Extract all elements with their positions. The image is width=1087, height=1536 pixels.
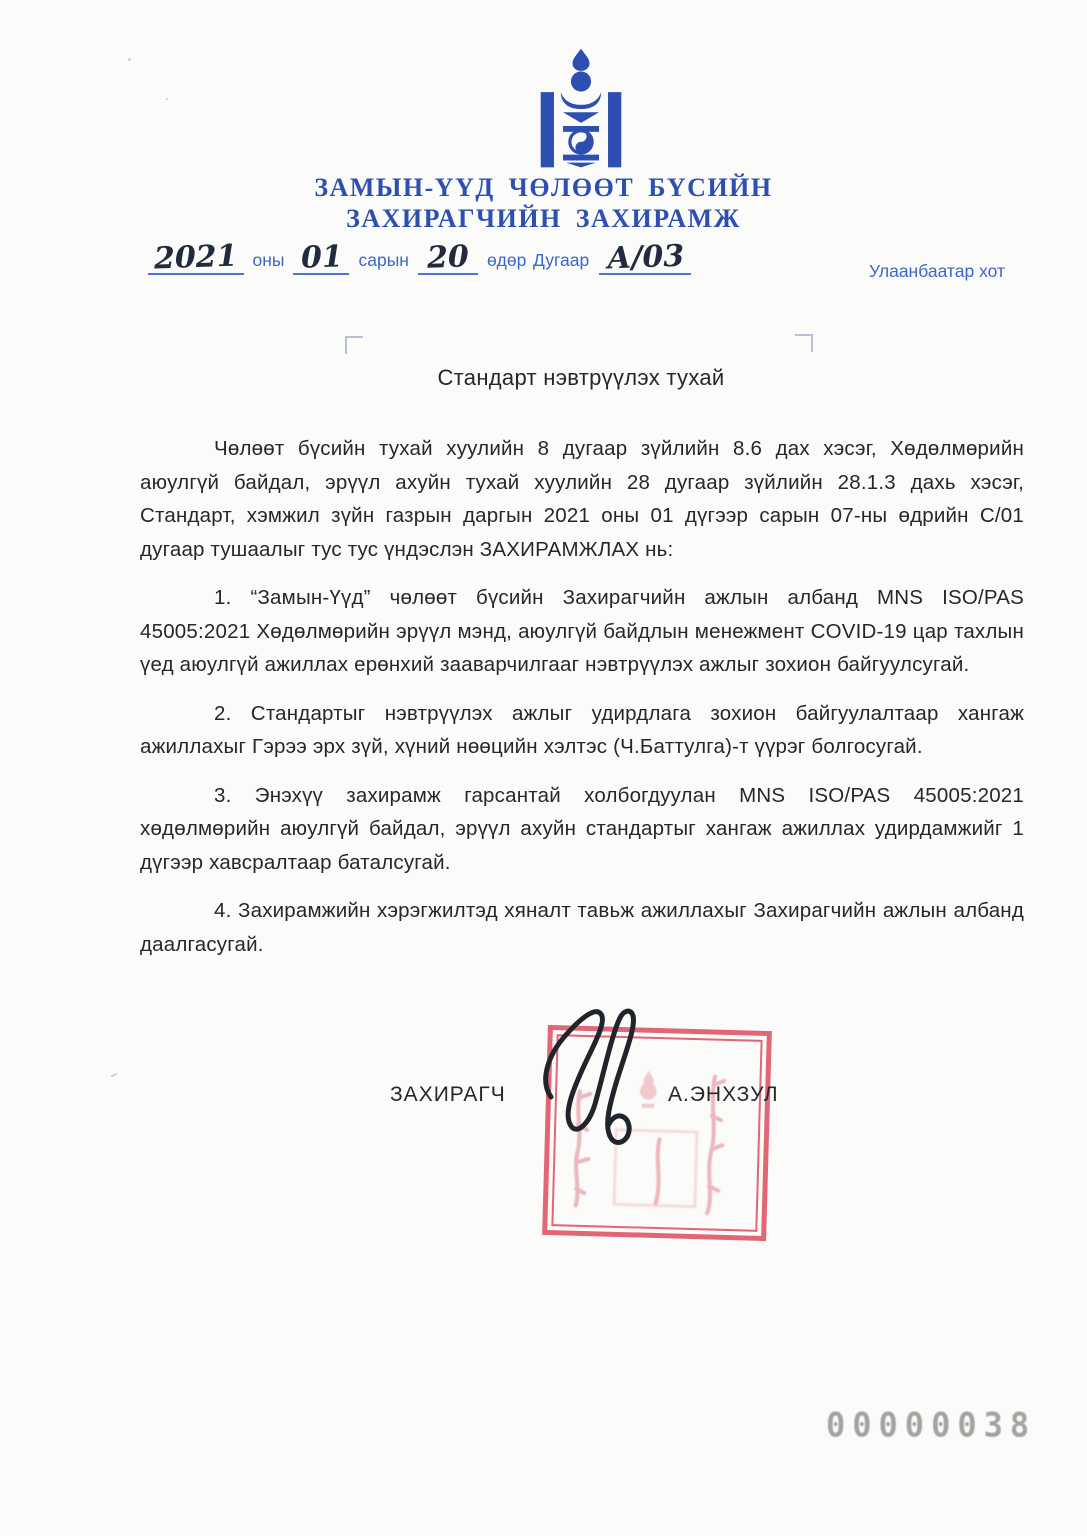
org-title-line2: ЗАХИРАГЧИЙН ЗАХИРАМЖ [346,204,741,233]
order-item-4: 4. Захирамжийн хэрэгжилтэд хяналт тавьж ажиллахыг Захирагчийн ажлын албанд даалгасугай. [140,899,1024,956]
serial-number-stamp: 00000038 [826,1405,1037,1445]
handwritten-signature [537,1002,645,1152]
soyombo-emblem-icon [528,48,634,168]
crop-mark-right [795,334,813,352]
org-title-line1: ЗАМЫН-ҮҮД ЧӨЛӨӨТ БҮСИЙН [314,173,773,202]
paper-speck [110,1072,118,1078]
day-field [418,239,478,276]
city-label: Улаанбаатар хот [868,261,1005,281]
order-item-1: 1. “Замын-Үүд” чөлөөт бүсийн Захирагчийн ажлын албанд MNS ISO/PAS 45005:2021 Хөдөлмөрийн эрүүл мэнд, аюулгүй байдлын менежмент COVID-19 цар тахлын үед аюулгүй ажиллах ерөнхий зааварчилгааг нэвтрүүлэх ажлыг зохион байгуулсугай. [140,586,1024,676]
handwritten-year: 2021 [153,238,239,277]
paper-speck [166,98,168,100]
month-field [293,239,349,276]
month-label: сарын [358,250,409,270]
signer-name-label: А.ЭНХЗУЛ [668,1083,779,1106]
date-line [148,238,527,277]
document-body [140,432,1024,976]
order-item-2: 2. Стандартыг нэвтрүүлэх ажлыг удирдлага зохион байгуулалтаар хангаж ажиллахыг Гэрээ эрх зүй, хүний нөөцийн хэлтэс (Ч.Баттулга)-т үүрэг болгосугай. [140,701,1024,758]
meta-row [0,238,1087,289]
doc-number-label: Дугаар [533,250,590,270]
preamble-paragraph: Чөлөөт бүсийн тухай хуулийн 8 дугаар зүйлийн 8.6 дах хэсэг, Хөдөлмөрийн аюулгүй байдал, эрүүл ахуйн тухай хуулийн 28 дугаар зүйлийн 28.1.3 дахь хэсэг, Стандарт, хэмжил зүйн газрын даргын 2021 оны 01 дүгээр сарын 07-ны өдрийн С/01 дугаар тушаалыг тус тус үндэслэн ЗАХИРАМЖЛАХ нь: [140,437,1024,561]
year-label: оны [252,250,285,270]
day-label: өдөр [486,250,527,270]
handwritten-day: 20 [426,239,470,276]
signer-role-label: ЗАХИРАГЧ [390,1083,506,1106]
year-field [148,238,244,277]
order-item-3: 3. Энэхүү захирамж гарсантай холбогдуулан MNS ISO/PAS 45005:2021 хөдөлмөрийн аюулгүй байдал, эрүүл ахуйн стандартыг хангаж ажиллах удирдамжийг 1 дүгээр хавсралтаар баталсугай. [140,783,1024,874]
doc-number-field [599,238,691,277]
paper-speck [128,58,131,61]
org-title [0,172,1087,234]
document-title: Стандарт нэвтрүүлэх тухай [437,365,725,390]
handwritten-doc-number: А/03 [606,238,685,277]
handwritten-month: 01 [299,239,343,276]
crop-mark-left [345,336,363,354]
doc-number-line [533,238,691,277]
